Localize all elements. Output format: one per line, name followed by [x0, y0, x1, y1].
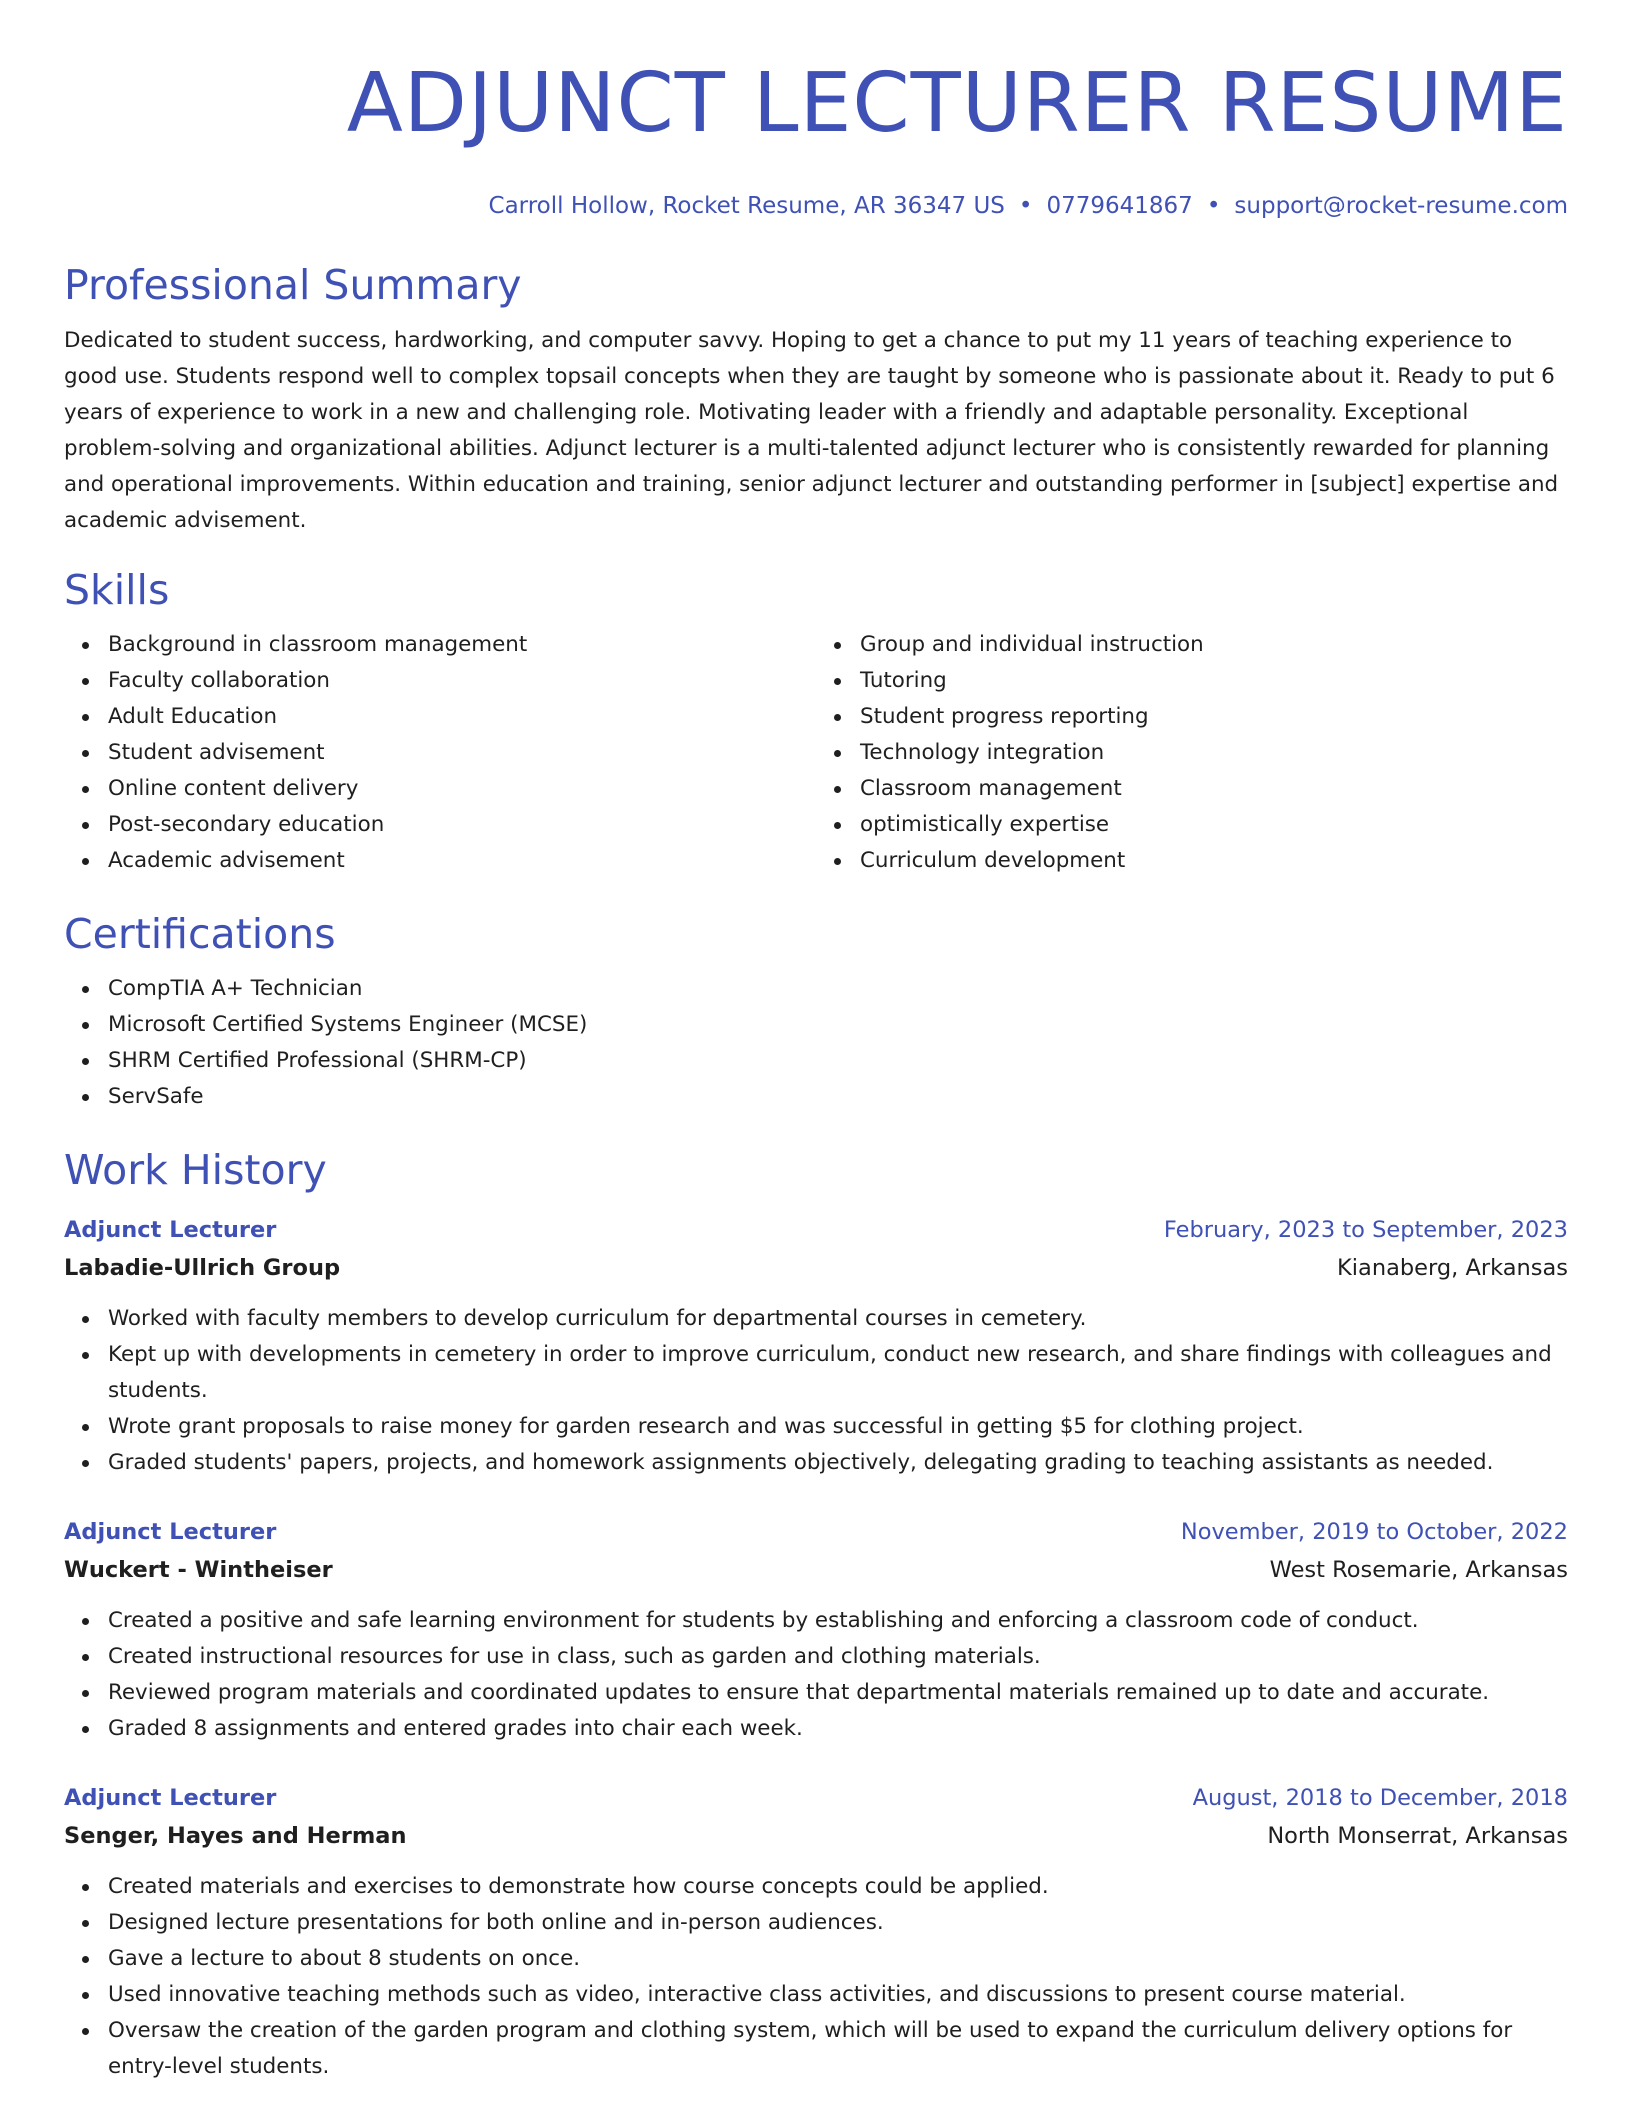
job-dates: August, 2018 to December, 2018 — [1192, 1785, 1568, 1811]
certification-item: Microsoft Certified Systems Engineer (MCSE) — [108, 1007, 1568, 1043]
job-duty: Created a positive and safe learning environment for students by establishing and enforcing a classroom code of conduct. — [108, 1603, 1568, 1639]
contact-email: support@rocket-resume.com — [1234, 193, 1568, 219]
job-entry — [64, 1211, 1568, 1481]
skill-item: optimistically expertise — [860, 807, 1568, 843]
certification-item: SHRM Certified Professional (SHRM-CP) — [108, 1043, 1568, 1079]
certifications-heading: Certifications — [64, 910, 336, 958]
job-duty: Reviewed program materials and coordinated updates to ensure that departmental materials remained up to date and accurate. — [108, 1675, 1568, 1711]
job-company-row — [64, 1817, 1568, 1855]
skill-item: Background in classroom management — [108, 627, 816, 663]
job-duty: Used innovative teaching methods such as video, interactive class activities, and discussions to present course material. — [108, 1977, 1568, 2013]
skill-item: Group and individual instruction — [860, 627, 1568, 663]
job-duty: Created materials and exercises to demonstrate how course concepts could be applied. — [108, 1869, 1568, 1905]
certification-item: ServSafe — [108, 1079, 1568, 1115]
skill-item: Faculty collaboration — [108, 663, 816, 699]
skill-item: Post-secondary education — [108, 807, 816, 843]
contact-separator: • — [1206, 193, 1221, 219]
job-location: Kianaberg, Arkansas — [1337, 1255, 1568, 1281]
job-duty: Graded 8 assignments and entered grades into chair each week. — [108, 1711, 1568, 1747]
summary-heading: Professional Summary — [64, 261, 522, 309]
job-duties-list — [64, 1869, 1568, 2085]
job-duty: Designed lecture presentations for both online and in-person audiences. — [108, 1905, 1568, 1941]
job-location: West Rosemarie, Arkansas — [1269, 1557, 1568, 1583]
contact-separator: • — [1018, 193, 1033, 219]
resume-page — [64, 0, 1568, 2085]
job-duty: Worked with faculty members to develop curriculum for departmental courses in cemetery. — [108, 1301, 1568, 1337]
job-duties-list — [64, 1301, 1568, 1481]
skill-item: Student advisement — [108, 735, 816, 771]
job-entry — [64, 1513, 1568, 1747]
job-duties-list — [64, 1603, 1568, 1747]
job-title: Adjunct Lecturer — [64, 1785, 277, 1811]
skill-item: Student progress reporting — [860, 699, 1568, 735]
skill-item: Technology integration — [860, 735, 1568, 771]
skill-item: Classroom management — [860, 771, 1568, 807]
contact-line — [64, 190, 1568, 222]
job-company-row — [64, 1551, 1568, 1589]
skills-heading: Skills — [64, 566, 170, 614]
work-history-heading: Work History — [64, 1146, 327, 1194]
job-duty: Kept up with developments in cemetery in order to improve curriculum, conduct new research, and share findings with colleagues and students. — [108, 1337, 1568, 1409]
job-duty: Graded students' papers, projects, and homework assignments objectively, delegating grading to teaching assistants as needed. — [108, 1445, 1568, 1481]
job-duty: Gave a lecture to about 8 students on once. — [108, 1941, 1568, 1977]
job-company-row — [64, 1249, 1568, 1287]
skill-item: Adult Education — [108, 699, 816, 735]
job-header-row — [64, 1211, 1568, 1249]
job-company: Wuckert - Wintheiser — [64, 1557, 333, 1583]
job-location: North Monserrat, Arkansas — [1267, 1823, 1568, 1849]
job-header-row — [64, 1779, 1568, 1817]
job-dates: February, 2023 to September, 2023 — [1163, 1217, 1568, 1243]
job-dates: November, 2019 to October, 2022 — [1180, 1519, 1568, 1545]
skill-item: Tutoring — [860, 663, 1568, 699]
job-title: Adjunct Lecturer — [64, 1519, 277, 1545]
job-company: Senger, Hayes and Herman — [64, 1823, 407, 1849]
contact-phone: 0779641867 — [1046, 193, 1193, 219]
job-entry — [64, 1779, 1568, 2085]
job-duty: Created instructional resources for use in class, such as garden and clothing materials. — [108, 1639, 1568, 1675]
skill-item: Online content delivery — [108, 771, 816, 807]
certification-item: CompTIA A+ Technician — [108, 971, 1568, 1007]
skills-list-left — [64, 627, 816, 879]
skill-item: Curriculum development — [860, 843, 1568, 879]
job-duty: Wrote grant proposals to raise money for garden research and was successful in getting $5 for clothing project. — [108, 1409, 1568, 1445]
certifications-list — [64, 971, 1568, 1115]
contact-address: Carroll Hollow, Rocket Resume, AR 36347 US — [488, 193, 1005, 219]
job-company: Labadie-Ullrich Group — [64, 1255, 341, 1281]
skills-grid — [64, 627, 1568, 879]
job-title: Adjunct Lecturer — [64, 1217, 277, 1243]
summary-text: Dedicated to student success, hardworking, and computer savvy. Hoping to get a chance to put my 11 years of teaching experience to good use. Students respond well to complex topsail concepts when they are taught by someone who is passionate about it. Ready to put 6 years of experience to work in a new and challenging role. Motivating leader with a friendly and adaptable personality. Exceptional problem-solving and organizational abilities. Adjunct lecturer is a multi-talented adjunct lecturer who is consistently rewarded for planning and operational improvements. Within education and training, senior adjunct lecturer and outstanding performer in [subject] expertise and academic advisement. — [64, 328, 1559, 533]
skill-item: Academic advisement — [108, 843, 816, 879]
resume-title: ADJUNCT LECTURER RESUME — [346, 56, 1568, 151]
skills-list-right — [816, 627, 1568, 879]
job-header-row — [64, 1513, 1568, 1551]
job-duty: Oversaw the creation of the garden program and clothing system, which will be used to expand the curriculum delivery options for entry-level students. — [108, 2013, 1568, 2085]
